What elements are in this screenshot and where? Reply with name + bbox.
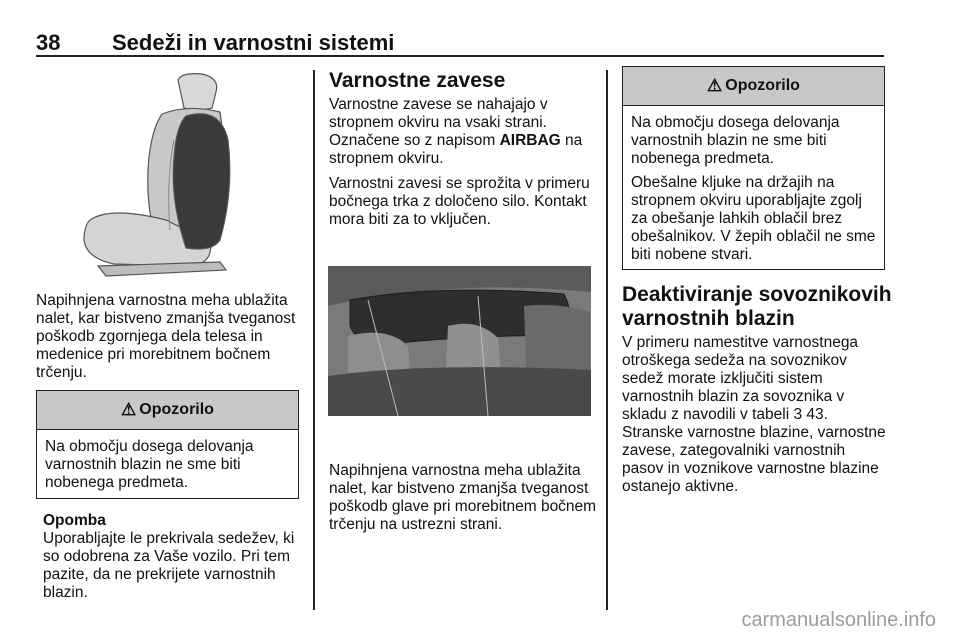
warning-title: Opozorilo [139,401,214,418]
page-reference[interactable]: 43. [802,406,828,423]
note-text: Uporabljajte le prekrivala sedežev, ki so odobrena za Vaše vozilo. Pri tem pazite, da ne prekrijete varnostnih blazin. [43,530,295,601]
side-airbag [173,114,230,249]
watermark: carmanualsonline.info [741,609,936,631]
warning-box-2 [622,66,885,270]
header-rule [36,55,884,57]
column-divider-1 [313,70,315,610]
warning-text-1: Na območju dosega delovanja varnostnih blazin ne sme biti nobenega predmeta. [631,114,840,167]
curtain-airbag-illustration [328,266,591,416]
warning-title: Opozorilo [725,77,800,94]
note [43,512,308,602]
warning-text: Na območju dosega delovanja varnostnih blazin ne sme biti nobenega predmeta. [45,438,254,491]
warning-icon: ⚠ [121,400,137,419]
warning-box-1 [36,390,299,499]
seat-airbag-caption: Napihnjena varnostna meha ublažita nalet, kar bistveno zmanjša tveganost poškodb zgornjega dela telesa in medenice pri morebitnem bočnem trčenju. [36,292,296,381]
section-heading-deactivation: Deaktiviranje sovoznikovih varnostnih blazin [622,283,892,330]
column-divider-2 [606,70,608,610]
warning-icon: ⚠ [707,76,723,95]
airbag-label: AIRBAG [499,132,561,149]
section-heading-curtain-airbags: Varnostne zavese [329,69,506,92]
deactivation-paragraph: V primeru namestitve varnostnega otroškega sedeža na sovoznikov sedež morate izključiti sistem varnostnih blazin za sovoznika v skladu z navodili v tabeli 3 43. Stranske varnostne blazine, varnostne zavese, zategovalniki varnostnih pasov in voznikove varnostne blazine ostanejo aktivne. [622,334,886,495]
headrest [178,74,217,110]
seat-airbag-illustration [70,70,260,280]
curtain-caption: Napihnjena varnostna meha ublažita nalet, kar bistveno zmanjša tveganost poškodb glave pri morebitnem bočnem trčenju na ustrezni strani. [329,462,597,533]
curtain-paragraph-2: Varnostni zavesi se sprožita v primeru bočnega trka z določeno silo. Kontakt mora biti za to vključen. [329,175,590,228]
curtain-paragraph-1: Varnostne zavese se nahajajo v stropnem okviru na vsaki strani. Označene so z napisom AIRBAG na stropnem okviru. [329,96,583,167]
warning-text-2: Obešalne kljuke na držajih na stropnem okviru uporabljajte zgolj za obešanje lahkih oblačil brez obešalnikov. V žepih oblačil ne sme biti nobene stvari. [631,174,876,263]
page-number: 38 [36,30,61,55]
chapter-title: Sedeži in varnostni sistemi [112,30,395,55]
note-label: Opomba [43,512,106,529]
page-reference-arrow-icon: 3 [793,406,803,423]
